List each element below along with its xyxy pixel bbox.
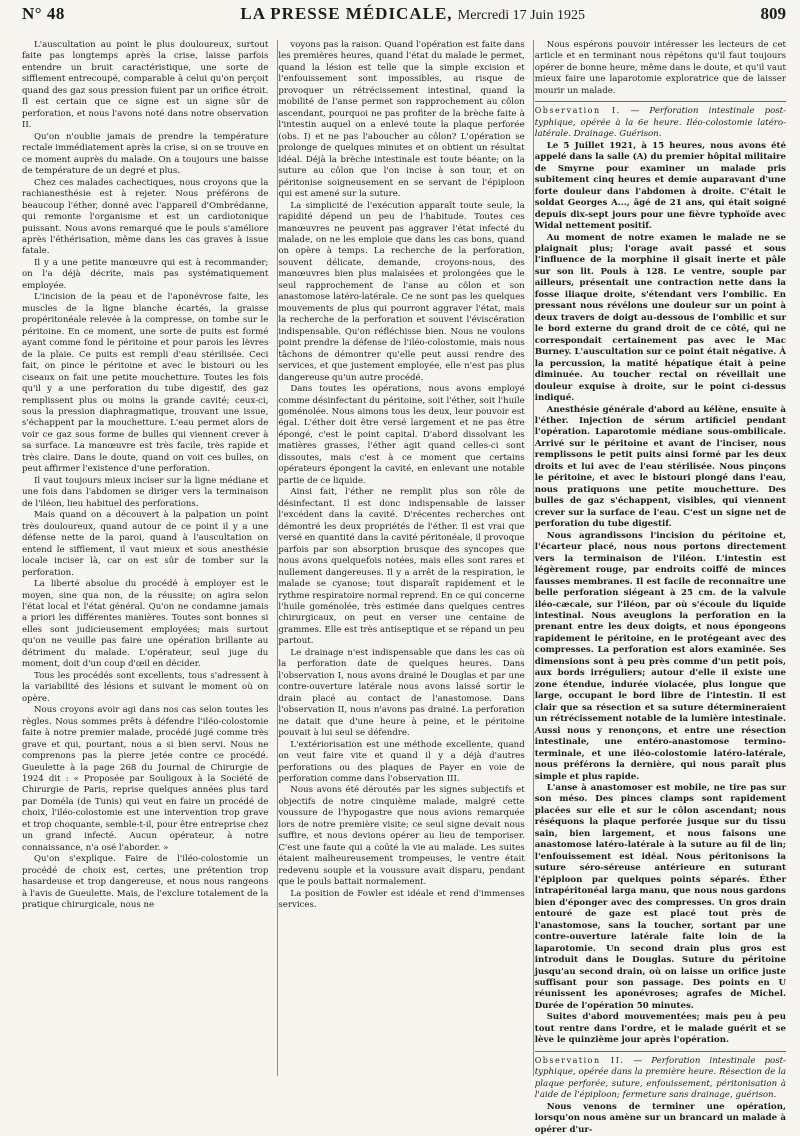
paragraph: La position de Fowler est idéale et rend d'immenses services. xyxy=(278,888,525,911)
column-divider xyxy=(533,40,534,1076)
paragraph: L'anse à anastomoser est mobile, ne tire pas sur son méso. Des pinces clamps sont rapidement placées sur elle et sur le côlon ascendant; nous réséquons la plaque perforée jusque sur du tissu sain, bien largement, et nous faisons une anastomose latéro-latérale à la suture au fil de lin; l'enfouissement est idéal. Nous péritonisons la suture séro-séreuse antérieure en suturant l'épiploon par quelques points séparés. Éther intrapéritonéal larga manu, que nous nous gardons bien d'éponger avec des compresses. Un gros drain entouré de gaze est placé tout près de l'anastomose, sans la toucher, sortant par une contre-ouverture latérale faite loin de la laparotomie. Un second drain plus gros est introduit dans le Douglas. Suture du péritoine jusqu'au second drain, où on laisse un orifice juste suffisant pour son passage. Des points en U réunissent les aponévroses; agrafes de Michel. Durée de l'opération 50 minutes. xyxy=(534,783,786,1011)
column-middle xyxy=(278,40,524,1076)
column-divider xyxy=(277,40,278,1076)
issue-date: Mercredi 17 Juin 1925 xyxy=(457,8,585,23)
paragraph: Nous croyons avoir agi dans nos cas selon toutes les règles. Nous sommes prêts à défendre l'iléo-colostomie faite à notre premier malade, procédé jugé comme très grave et qui, pourtant, nous a si bien servi. Nous ne comprenons pas la pierre jetée contre ce procédé. Gueulette à la page 268 du Journal de Chirurgie de 1924 dit : « Proposée par Souligoux à la Société de Chirurgie de Paris, reprise quelques années plus tard par Doméla (de Tunis) qui veut en faire un procédé de choix, l'iléo-colostomie est une intervention trop grave et trop choquante, semble-t-il, pour être entreprise chez un grand infecté. Aucun opérateur, à notre connaissance, n'a osé l'aborder. » xyxy=(22,705,269,853)
observation-2-label: Observation II. xyxy=(534,1055,625,1065)
paragraph: Ainsi fait, l'éther ne remplit plus son rôle de désinfectant. Il est donc indispensable de laisser l'excédent dans la cavité. D'récentes recherches ont démontré les deux propriétés de l'éther. Il est vrai que versé en quantité dans la cavité péritonéale, il provoque parfois par son absorption brusque des syncopes que nous avons quelquefois notées, mais elles sont rares et nullement dangereuses. Il y a arrêt de la respiration, le malade se cyanose; tout disparaît rapidement et le rythme respiratoire normal reprend. En ce qui concerne l'huile goménolée, très estimée dans quelques centres chirurgicaux, on peut en verser une centaine de grammes. Elle est très antiseptique et se répand un peu partout. xyxy=(278,487,525,647)
paragraph: Chez ces malades cachectiques, nous croyons que la rachianesthésie est à rejeter. Nous préférons de beaucoup l'éther, donné avec l'appareil d'Ombrédanne, qui remonte l'organisme et est un cardiotonique puissant. Nous avons remarqué que le pouls s'améliore après l'éthérisation, même dans les cas graves à issue fatale. xyxy=(22,177,269,257)
page-header xyxy=(22,0,786,40)
paragraph: Nous venons de terminer une opération, lorsqu'on nous amène sur un brancard un malade à opérer d'ur- xyxy=(534,1101,786,1135)
observation-1-label: Observation I. xyxy=(534,106,621,116)
journal-title: LA PRESSE MÉDICALE, xyxy=(240,4,453,23)
page-number: 809 xyxy=(760,4,786,23)
observation-1-body xyxy=(535,141,786,1047)
observation-2-title: — Perforation intestinale post-typhique, opérée dans la première heure. Résection de la plaque perforée, suture, enfouissement, péritonisation à l'aide de l'épiploon; fermeture sans drainage, guérison. xyxy=(534,1055,787,1101)
paragraph: L'auscultation au point le plus douloureux, surtout faite pas longtemps après la crise, laisse parfois entendre un bruit caractéristique, une sorte de sifflement entrecoupé, comparable à celui qu'on perçoit quand des gaz sous pression fuient par un orifice étroit. Il est certain que ce signe est un signe sûr de perforation, et nous l'avons noté dans notre observation II. xyxy=(22,40,269,131)
paragraph: Le 5 Juillet 1921, à 15 heures, nous avons été appelé dans la salle (A) du premier hôpital militaire de Smyrne pour examiner un malade pris subitement cinq heures et demie auparavant d'une forte douleur dans l'abdomen à droite. C'était le soldat Georges A..., âgé de 21 ans, qui était soigné depuis dix-sept jours pour une fièvre typhoïde avec Widal nettement positif. xyxy=(534,140,786,232)
column-left xyxy=(22,40,268,1076)
paragraph: Dans toutes les opérations, nous avons employé comme désinfectant du péritoine, soit l'éther, soit l'huile goménolée. Nous aimons tous les deux, leur pouvoir est égal. L'éther doit être versé largement et ne pas être épongé, c'est le point capital. D'abord dissolvant les matières grasses, l'éther agit quand celles-ci sont dissoutes, mais c'est à ce moment que certains opérateurs épongent la cavité, en enlevant une notable partie de ce liquide. xyxy=(278,384,525,486)
paragraph: La simplicité de l'exécution apparaît toute seule, la rapidité dépend un peu de l'habitude. Toutes ces manœuvres ne peuvent pas aggraver l'état infecté du malade, on ne les emploie que dans les cas bons, quand on opère à temps. La recherche de la perforation, souvent délicate, demande, croyons-nous, des manœuvres bien plus malaisées et prolongées que le seul rapprochement de l'anse au côlon et son anastomose latéro-latérale. Ce ne sont pas les quelques mouvements de plus qui pourront aggraver l'état, mais la recherche de la perforation et souvent l'éviscération indispensable. Qu'on réfléchisse bien. Nous ne voulons point prendre la défense de l'iléo-colostomie, mais nous tâchons de démontrer qu'elle peut aussi rendre des services, et que justement employée, elle n'est pas plus dangereuse qu'un autre procédé. xyxy=(278,200,525,383)
paragraph: Mais quand on a découvert à la palpation un point très douloureux, quand autour de ce point il y a une défense nette de la paroi, quand à l'auscultation on entend le sifflement, il vaut mieux et sous anesthésie locale inciser là, car on est sûr de tomber sur la perforation. xyxy=(22,510,269,578)
paragraph: Nous agrandissons l'incision du péritoine et, l'écarteur placé, nous nous portons directement vers la terminaison de l'iléon. L'intestin est légèrement rouge, par endroits coiffé de minces fausses membranes. Il est facile de reconnaître une belle perforation siégeant à 25 cm. de la valvule iléo-cæcale, sur l'iléon, par où s'écoule du liquide intestinal. Nous aveuglons la perforation en la prenant entre les deux doigts, et nous épongeons rapidement le péritoine, en le protégeant avec des compresses. La perforation est alors examinée. Ses dimensions sont à peu près comme d'un petit pois, aux bords irréguliers; autour d'elle il existe une zone étendue, indurée violacée, plus longue que large, occupant le bord libre de l'intestin. Il est clair que sa résection et sa suture détermineraient un rétrécissement notable de la lumière intestinale. Aussi nous y renonçons, et entre une résection intestinale, une entéro-anastomose termino-terminale, et une iléo-colostomie latéro-latérale, nous préférons la dernière, qui nous paraît plus simple et plus rapide. xyxy=(534,530,787,782)
paragraph: L'incision de la peau et de l'aponévrose faite, les muscles de la ligne blanche écartés, la graisse propéritonéale relevée à la compresse, on tombe sur le péritoine. En ce moment, une sorte de puits est formé ayant comme fond le péritoine et pour parois les lèvres de la plaie. Ce puits est rempli d'eau stérilisée. Ceci fait, on pince le péritoine et avec le bistouri ou les ciseaux on fait une petite mouchetture. Toutes les fois qu'il y a une perforation du tube digestif, des gaz remplissent plus ou moins la grande cavité; ceux-ci, sous la pression diaphragmatique, trouvant une issue, s'échappent par la mouchetture. L'eau permet alors de voir ce gaz sous forme de bulles qui viennent crever à sa surface. La manœuvre est très facile, très rapide et très claire. Dans le doute, quand on voit ces bulles, on peut affirmer l'existence d'une perforation. xyxy=(22,292,269,475)
paragraph: La liberté absolue du procédé à employer est le moyen, sine qua non, de la réussite; on agira selon l'état local et l'état général. Qu'on ne condamne jamais a priori les différentes manières. Toutes sont bonnes si elles sont judicieusement employées; mais surtout qu'on ne veuille pas faire une opération brillante au détriment du malade. L'opérateur, seul juge du moment, doit d'un coup d'œil en décider. xyxy=(22,579,269,670)
paragraph: Il vaut toujours mieux inciser sur la ligne médiane et une fois dans l'abdomen se diriger vers la terminaison de l'iléon, lieu habituel des perforations. xyxy=(22,475,269,509)
paragraph: Qu'on s'explique. Faire de l'iléo-colostomie un procédé de choix est, certes, une prétention trop hasardeuse et trop dangereuse, et nous nous rangeons à l'avis de Gueulette. Mais, de l'exclure totalement de la pratique chirurgicale, nous ne xyxy=(22,854,269,911)
paragraph: Tous les procédés sont excellents, tous s'adressent à la variabilité des lésions et suivant le moment où on opère. xyxy=(22,670,269,704)
journal-title-line xyxy=(240,4,585,24)
paragraph: Au moment de notre examen le malade ne se plaignait plus; l'orage avait passé et sous l'influence de la morphine il gisait inerte et pâle sur son lit. Pouls à 128. Le ventre, souple par ailleurs, présentait une contraction nette dans la fosse iliaque droite, s'étendant vers l'ombilic. En pressant nous révélons une douleur sur un point à deux travers de doigt au-dessous de l'ombilic et sur le bord externe du grand droit de ce côté, qui ne correspondait certainement pas avec le Mac Burney. L'auscultation sur ce point était négative. À la percussion, la matité hépatique était à peine diminuée. Au toucher rectal on réveillait une douleur exquise à droite, sur le point ci-dessus indiqué. xyxy=(534,232,786,404)
paragraph: Le drainage n'est indispensable que dans les cas où la perforation date de quelques heures. Dans l'observation I, nous avons drainé le Douglas et par une contre-ouverture latérale nous avons laissé sortir le drain placé au contact de l'anastomose. Dans l'observation II, nous n'avons pas drainé. La perforation ne datait que d'une heure à peine, et le péritoine pouvait à lui seul se défendre. xyxy=(278,647,525,739)
observation-1-heading xyxy=(535,106,786,140)
section-rule xyxy=(535,1051,786,1052)
paragraph: Qu'on n'oublie jamais de prendre la température rectale immédiatement après la crise, si on se trouve en ce moment auprès du malade. On a toujours une baisse de température de un degré et plus. xyxy=(22,131,269,177)
observation-2-body xyxy=(535,1102,786,1136)
paragraph: L'extériorisation est une méthode excellente, quand on veut faire vite et quand il y a déjà d'autres perforations ou des plaques de Payer en voie de perforation comme dans l'observation III. xyxy=(278,739,525,784)
paragraph: Anesthésie générale d'abord au kélène, ensuite à l'éther. Injection de sérum artificiel pendant l'opération. Laparotomie médiane sous-ombilicale. Arrivé sur le péritoine et avant de l'inciser, nous remplissons le petit puits ainsi formé par les deux droits et lui avec de l'eau stérilisée. Nous pinçons le péritoine, et avec le bistouri plongé dans l'eau, nous pratiquons une petite mouchetture. Des bulles de gaz s'échappent, visibles, qui viennent crever sur la surface de l'eau. C'est un signe net de perforation du tube digestif. xyxy=(534,404,786,530)
section-rule xyxy=(535,101,786,102)
paragraph: Suites d'abord mouvementées; mais peu à peu tout rentre dans l'ordre, et le malade guérit et se lève le quinzième jour après l'opération. xyxy=(534,1012,786,1046)
observation-2-heading xyxy=(535,1056,786,1102)
text-columns xyxy=(22,40,787,1135)
observation-1-title: — Perforation intestinale post-typhique, opérée à la 6e heure. Iléo-colostomie latéro-latérale. Drainage. Guérison. xyxy=(534,106,787,140)
conclusion-paragraph: Nous espérons pouvoir intéresser les lecteurs de cet article et en terminant nous répétons qu'il faut toujours opérer de bonne heure, même dans le doute, et qu'il vaut mieux faire une laparotomie exploratrice que de laisser mourir un malade. xyxy=(534,40,786,96)
paragraph: Nous avons été déroutés par les signes subjectifs et objectifs de notre cinquième malade, malgré cette voussure de l'hypogastre que nous avions remarquée lors de notre première visite; ce seul signe devait nous suffire, et nous devions opérer au lieu de temporiser. C'est une faute qui a coûté la vie au malade. Les suites étaient malheureusement trompeuses, le ventre était redevenu souple et la voussure avait disparu, pendant que le pouls battait normalement. xyxy=(278,785,525,888)
paragraph: Il y a une petite manœuvre qui est à recommander; on l'a déjà décrite, mais pas systématiquement employée. xyxy=(22,257,269,291)
column-right xyxy=(534,40,787,1135)
paragraph: voyons pas la raison. Quand l'opération est faite dans les premières heures, quand l'état du malade le permet, quand la lésion est telle que la simple excision et l'enfouissement sont impossibles, au risque de provoquer un rétrécissement intestinal, quand la mobilité de l'anse permet son rapprochement au côlon ascendant, pourquoi ne pas profiter de la brèche faite à l'intestin auquel on a enlevé toute la plaque perforée (obs. I) et ne pas l'aboucher au côlon? L'opération se prolonge de quelques minutes et on obtient un résultat idéal. Déjà la brèche intestinale est toute béante; on la suture au côlon que l'on incise à son tour, et on péritonise soigneusement en se servant de l'épiploon qui est amené sur la suture. xyxy=(278,40,525,200)
issue-number: N° 48 xyxy=(22,4,65,23)
